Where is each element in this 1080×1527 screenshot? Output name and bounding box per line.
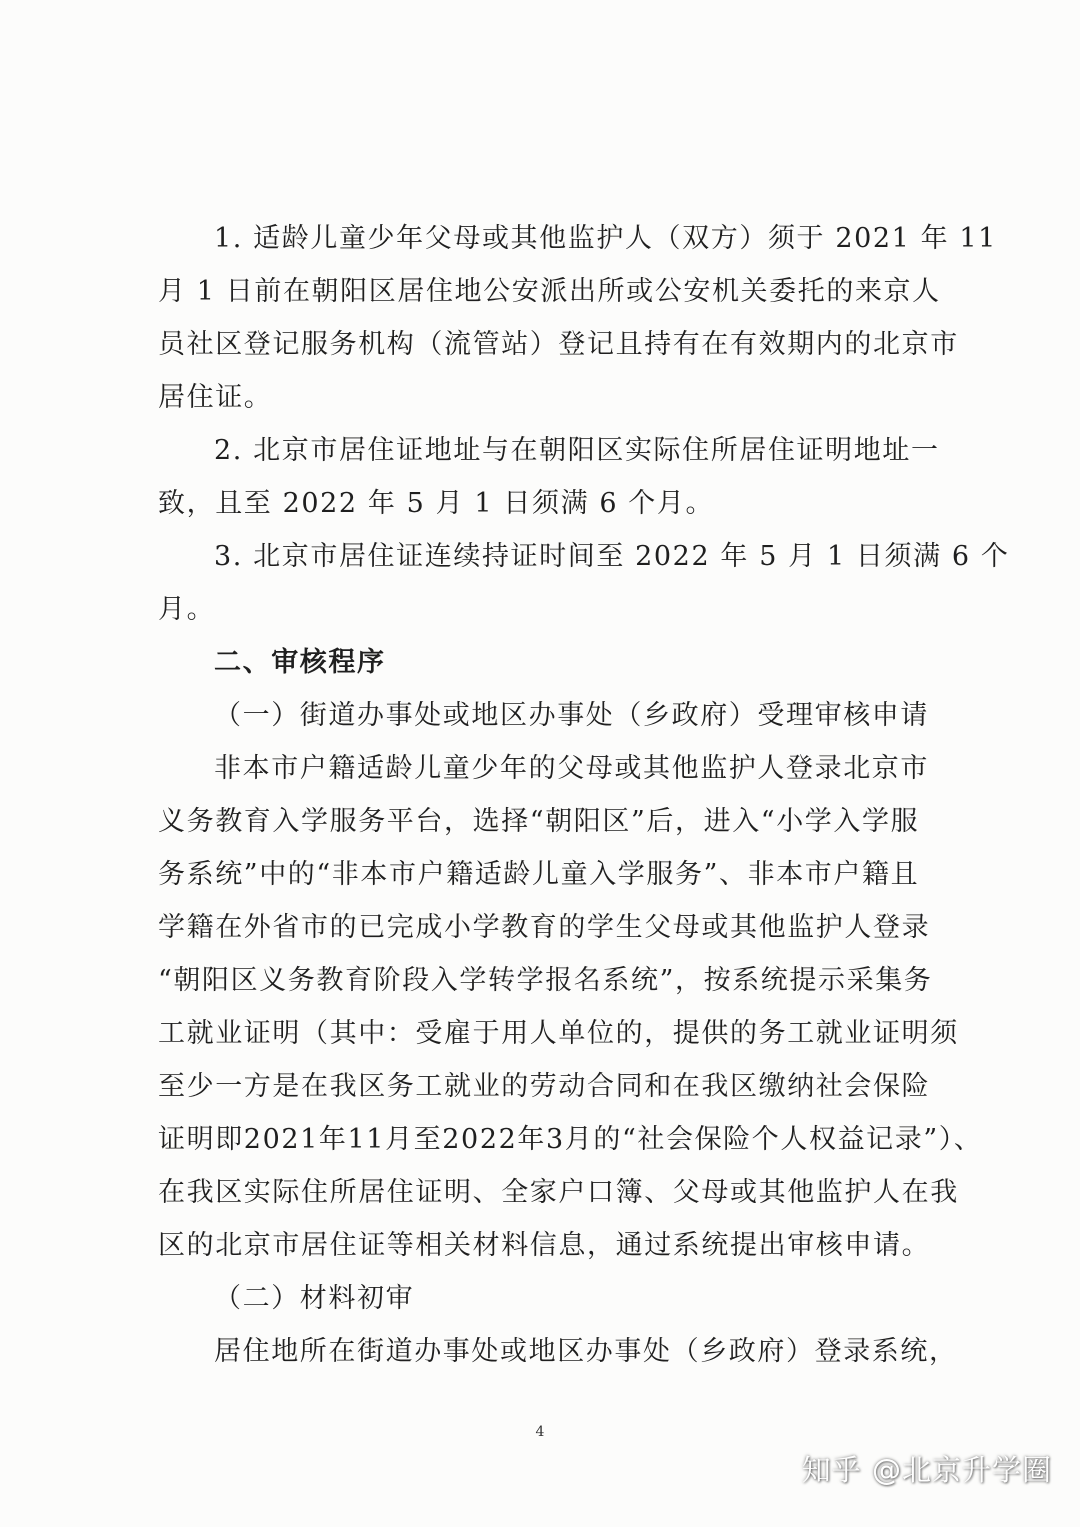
page-number: 4 — [535, 1424, 545, 1440]
section-heading: 二、审核程序 — [214, 647, 386, 678]
text-line: 区的北京市居住证等相关材料信息，通过系统提出审核申请。 — [158, 1230, 931, 1261]
text-line: 月 1 日前在朝阳区居住地公安派出所或公安机关委托的来京人 — [158, 276, 941, 307]
subsection-2-body — [158, 1325, 958, 1378]
text-line: 义务教育入学服务平台，选择“朝阳区”后，进入“小学入学服 — [158, 806, 920, 837]
condition-3 — [158, 530, 1010, 636]
condition-1 — [158, 212, 997, 424]
text-line: “朝阳区义务教育阶段入学转学报名系统”，按系统提示采集务 — [158, 965, 933, 996]
text-line: 非本市户籍适龄儿童少年的父母或其他监护人登录北京市 — [214, 753, 929, 784]
text-line: 员社区登记服务机构（流管站）登记且持有在有效期内的北京市 — [158, 329, 959, 360]
text-line: 1. 适龄儿童少年父母或其他监护人（双方）须于 2021 年 11 — [214, 223, 997, 254]
watermark: 知乎 @北京升学圈 — [801, 1453, 1052, 1487]
condition-2 — [158, 424, 948, 530]
text-line: 证明即2021年11月至2022年3月的“社会保险个人权益记录”）、 — [158, 1124, 983, 1155]
text-line: 致，且至 2022 年 5 月 1 日须满 6 个月。 — [158, 488, 715, 519]
subsection-1-body — [158, 742, 983, 1272]
text-line: 居住证。 — [158, 382, 273, 413]
text-line: 月。 — [158, 594, 216, 625]
text-line: 学籍在外省市的已完成小学教育的学生父母或其他监护人登录 — [158, 912, 931, 943]
document-body — [158, 212, 1010, 1378]
text-line: 2. 北京市居住证地址与在朝阳区实际住所居住证明地址一 — [214, 435, 940, 466]
subsection-2-title: （二）材料初审 — [214, 1283, 415, 1314]
text-line: 居住地所在街道办事处或地区办事处（乡政府）登录系统， — [214, 1336, 958, 1367]
text-line: 3. 北京市居住证连续持证时间至 2022 年 5 月 1 日须满 6 个 — [214, 541, 1010, 572]
text-line: 至少一方是在我区务工就业的劳动合同和在我区缴纳社会保险 — [158, 1071, 931, 1102]
text-line: 务系统”中的“非本市户籍适龄儿童入学服务”、非本市户籍且 — [158, 859, 920, 890]
subsection-1-title: （一）街道办事处或地区办事处（乡政府）受理审核申请 — [214, 700, 929, 731]
text-line: 工就业证明（其中：受雇于用人单位的，提供的务工就业证明须 — [158, 1018, 959, 1049]
text-line: 在我区实际住所居住证明、全家户口簿、父母或其他监护人在我 — [158, 1177, 959, 1208]
